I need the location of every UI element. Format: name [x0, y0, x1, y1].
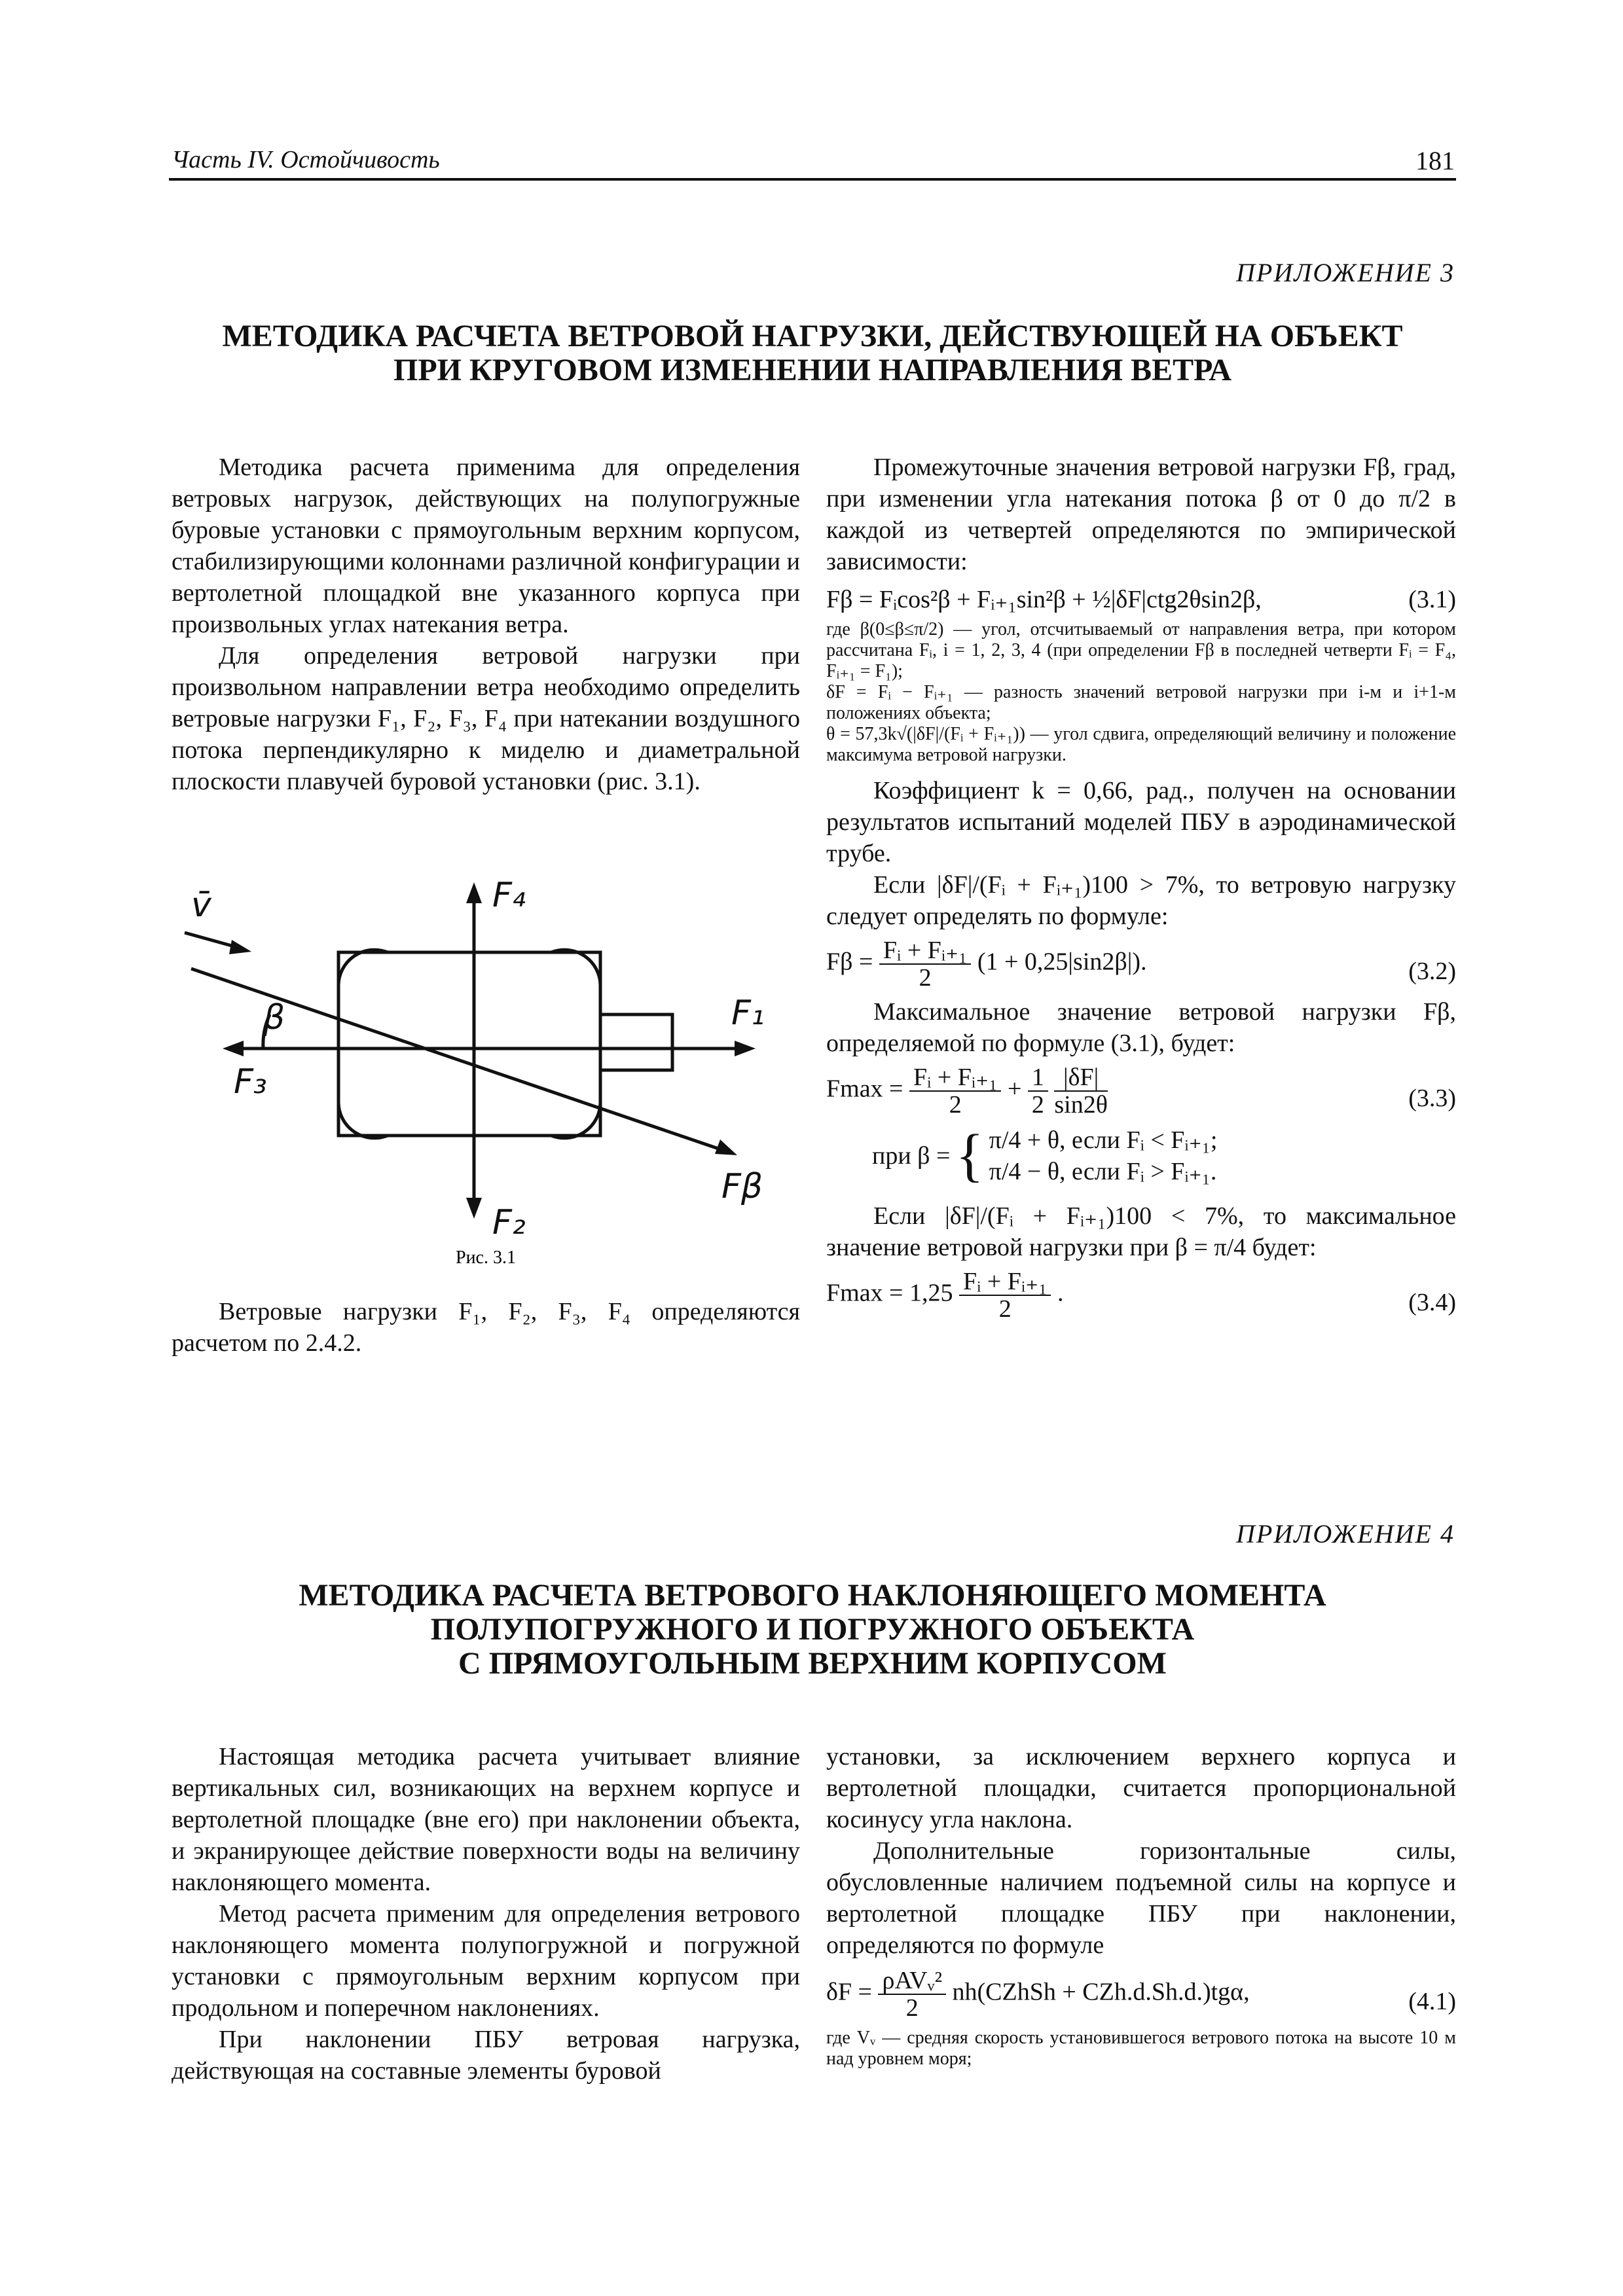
- equation-number: (3.4): [1408, 1289, 1456, 1316]
- paragraph: установки, за исключением верхнего корпуса и вертолетной площадки, считается пропорциональной косинусу угла наклона.: [826, 1743, 1456, 1833]
- label-f2: F₂: [492, 1203, 526, 1242]
- numerator: |δF|: [1054, 1064, 1108, 1092]
- hull-rectangle: [338, 952, 600, 1136]
- fraction: [909, 1064, 1001, 1118]
- equation-body: Fβ = Fᵢcos²β + Fᵢ₊₁sin²β + ½|δF|ctg2θsin2β,: [826, 586, 1262, 613]
- equation-lhs: Fmax =: [826, 1075, 903, 1103]
- paragraph: Дополнительные горизонтальные силы, обусловленные наличием подъемной силы на корпусе и вертолетной площадке ПБУ при наклонении, определяются по формуле: [826, 1837, 1456, 1959]
- paragraph: Если |δF|/(Fᵢ + Fᵢ₊₁)100 < 7%, то максимальное значение ветровой нагрузки при β = π/4 будет:: [826, 1202, 1456, 1261]
- label-f3: F₃: [234, 1062, 267, 1102]
- numerator: ρAVᵥ²: [878, 1967, 946, 1995]
- fraction: [959, 1268, 1051, 1322]
- column-top-left: [338, 950, 388, 985]
- definition-delta-f: δF = Fᵢ − Fᵢ₊₁ — разность значений ветровой нагрузки при i-м и i+1-м положениях объекта;: [826, 682, 1456, 723]
- paragraph: Методика расчета применима для определения ветровых нагрузок, действующих на полупогружные буровые установки с прямоугольным верхним корпусом, стабилизирующими колоннами различной конфигурации и вертолетной площадкой вне указанного корпуса при произвольных углах натекания ветра.: [172, 454, 800, 638]
- column-bottom-left: [338, 1103, 388, 1138]
- arrow-right-icon: [735, 1041, 756, 1056]
- label-v: v̄: [191, 886, 211, 925]
- wind-direction-line: [191, 969, 728, 1152]
- figure-caption: Рис. 3.1: [456, 1247, 516, 1268]
- condition-prefix: при β =: [872, 1142, 951, 1170]
- equation-3-4: [826, 1268, 1456, 1322]
- equation-lhs: δF =: [826, 1978, 872, 2006]
- equation-4-1: [826, 1967, 1456, 2021]
- numerator: Fᵢ + Fᵢ₊₁: [959, 1268, 1051, 1296]
- denominator: 2: [1031, 1091, 1044, 1119]
- appendix-4-title-line1: МЕТОДИКА РАСЧЕТА ВЕТРОВОГО НАКЛОНЯЮЩЕГО МОМЕНТА: [299, 1578, 1326, 1613]
- appendix-3-title-line1: МЕТОДИКА РАСЧЕТА ВЕТРОВОЙ НАГРУЗКИ, ДЕЙСТВУЮЩЕЙ НА ОБЪЕКТ: [222, 319, 1403, 353]
- appendix-4-right-column: [826, 1741, 1456, 2070]
- denominator: sin2θ: [1054, 1091, 1108, 1119]
- arrow-down-icon: [466, 1198, 482, 1219]
- helideck-rectangle: [600, 1014, 672, 1070]
- appendix-3-label: ПРИЛОЖЕНИЕ 3: [1236, 258, 1455, 287]
- denominator: 2: [998, 1295, 1012, 1323]
- fraction: [879, 937, 971, 991]
- fraction: [1054, 1064, 1108, 1118]
- appendix-3-left-column-tail: [172, 1296, 800, 1359]
- numerator: Fᵢ + Fᵢ₊₁: [909, 1064, 1001, 1092]
- numerator: 1: [1028, 1064, 1048, 1092]
- fraction: [878, 1967, 946, 2021]
- appendix-4-left-column: [172, 1741, 800, 2087]
- equation-number: (4.1): [1408, 1988, 1456, 2015]
- column-top-right: [551, 950, 600, 985]
- denominator: 2: [905, 1994, 919, 2022]
- equation-lhs: Fβ =: [826, 948, 873, 976]
- brace-icon: {: [955, 1123, 984, 1188]
- condition-cases: [989, 1124, 1218, 1187]
- label-fbeta: Fβ: [721, 1167, 763, 1206]
- condition-case: π/4 − θ, если Fᵢ > Fᵢ₊₁.: [989, 1158, 1217, 1185]
- appendix-4-title-line3: С ПРЯМОУГОЛЬНЫМ ВЕРХНИМ КОРПУСОМ: [458, 1646, 1167, 1681]
- paragraph: Для определения ветровой нагрузки при произвольном направлении ветра необходимо определить ветровые нагрузки F₁, F₂, F₃, F₄ при натекании воздушного потока перпендикулярно к миделю и диаметральной плоскости плавучей буровой установки (рис. 3.1).: [172, 642, 800, 795]
- appendix-4-label: ПРИЛОЖЕНИЕ 4: [1236, 1519, 1455, 1549]
- definition-v: где Vᵥ — средняя скорость установившегося ветрового потока на высоте 10 м над уровнем моря;: [826, 2028, 1456, 2069]
- paragraph: Метод расчета применим для определения ветрового наклоняющего момента полупогружной и погружной установки с прямоугольным верхним корпусом при продольном и поперечном наклонениях.: [172, 1900, 800, 2022]
- figure-3-1: [172, 877, 800, 1270]
- appendix-3-right-column: [826, 452, 1456, 1327]
- running-header-section: Часть IV. Остойчивость: [172, 146, 440, 173]
- appendix-3-left-column: [172, 452, 800, 797]
- equation-lhs: Fmax = 1,25: [826, 1279, 953, 1307]
- equation-rhs: nh(CZhSh + CZh.d.Sh.d.)tgα,: [952, 1978, 1250, 2006]
- label-beta: β: [263, 998, 285, 1037]
- appendix-4-title-line2: ПОЛУПОГРУЖНОГО И ПОГРУЖНОГО ОБЪЕКТА: [430, 1612, 1195, 1647]
- fraction: [1028, 1064, 1048, 1118]
- paragraph: Максимальное значение ветровой нагрузки Fβ, определяемой по формуле (3.1), будет:: [826, 998, 1456, 1057]
- arrow-left-icon: [223, 1041, 244, 1056]
- equation-rhs: (1 + 0,25|sin2β|).: [977, 948, 1147, 976]
- paragraph: Коэффициент k = 0,66, рад., получен на основании результатов испытаний моделей ПБУ в аэродинамической трубе.: [826, 777, 1456, 867]
- plus-sign: +: [1007, 1075, 1022, 1103]
- equation-3-3: [826, 1064, 1456, 1118]
- paragraph: Если |δF|/(Fᵢ + Fᵢ₊₁)100 > 7%, то ветровую нагрузку следует определять по формуле:: [826, 871, 1456, 930]
- arrow-up-icon: [466, 882, 482, 903]
- numerator: Fᵢ + Fᵢ₊₁: [879, 937, 971, 965]
- paragraph: Настоящая методика расчета учитывает влияние вертикальных сил, возникающих на верхнем корпусе и вертолетной площадке (вне его) при наклонении объекта, и экранирующее действие поверхности воды на величину наклоняющего момента.: [172, 1743, 800, 1896]
- column-bottom-right: [551, 1103, 600, 1138]
- equation-number: (3.2): [1408, 958, 1456, 985]
- denominator: 2: [949, 1091, 962, 1119]
- label-f4: F₄: [492, 877, 526, 915]
- denominator: 2: [919, 964, 932, 992]
- beta-condition: [872, 1124, 1456, 1187]
- arrow-wind-icon: [715, 1139, 737, 1155]
- equation-tail: .: [1057, 1279, 1064, 1307]
- equation-number: (3.1): [1408, 586, 1456, 613]
- arrow-v-icon: [229, 940, 251, 954]
- paragraph: Ветровые нагрузки F₁, F₂, F₃, F₄ определяются расчетом по 2.4.2.: [172, 1298, 800, 1357]
- definition-theta: θ = 57,3k√(|δF|/(Fᵢ + Fᵢ₊₁)) — угол сдвига, определяющий величину и положение максимума ветровой нагрузки.: [826, 724, 1456, 765]
- label-f1: F₁: [731, 994, 765, 1033]
- equation-3-2: [826, 937, 1456, 991]
- appendix-3-title-line2: ПРИ КРУГОВОМ ИЗМЕНЕНИИ НАПРАВЛЕНИЯ ВЕТРА: [393, 353, 1231, 387]
- definition-beta: где β(0≤β≤π/2) — угол, отсчитываемый от направления ветра, при котором рассчитана Fᵢ, i = 1, 2, 3, 4 (при определении Fβ в последней четверти Fᵢ = F₄, Fᵢ₊₁ = F₁);: [826, 619, 1456, 681]
- paragraph: Промежуточные значения ветровой нагрузки Fβ, град, при изменении угла натекания потока β от 0 до π/2 в каждой из четвертей определяются по эмпирической зависимости:: [826, 454, 1456, 575]
- paragraph: При наклонении ПБУ ветровая нагрузка, действующая на составные элементы буровой: [172, 2026, 800, 2085]
- condition-case: π/4 + θ, если Fᵢ < Fᵢ₊₁;: [989, 1126, 1218, 1154]
- equation-3-1: [826, 584, 1456, 615]
- header-rule: [169, 178, 1456, 181]
- equation-number: (3.3): [1408, 1085, 1456, 1112]
- page-number: 181: [1415, 146, 1455, 175]
